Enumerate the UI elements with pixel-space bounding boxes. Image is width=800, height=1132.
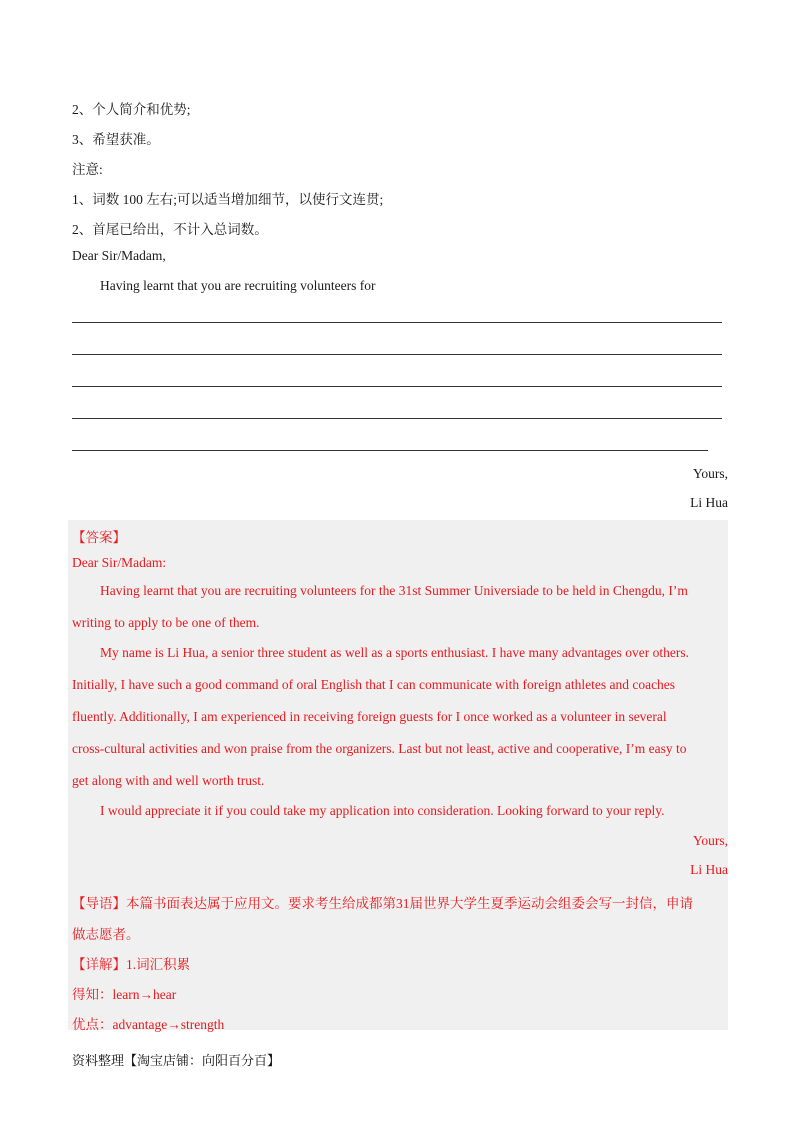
answer-heading: 【答案】 [72, 530, 126, 545]
answer-closing: Yours, [692, 833, 728, 848]
writing-line [72, 354, 722, 355]
prompt-line: 1、词数 100 左右;可以适当增加细节，以使行文连贯; [72, 192, 384, 207]
prompt-line: 2、个人简介和优势; [72, 102, 191, 117]
vocab-item: 优点：advantage→strength [72, 1017, 225, 1032]
prompt-line: 3、希望获准。 [72, 132, 160, 147]
detail-heading: 【详解】1.词汇积累 [72, 957, 191, 972]
prompt-line: 注意: [72, 162, 103, 177]
writing-line [72, 450, 708, 451]
template-salutation: Dear Sir/Madam, [72, 248, 166, 263]
template-opening: Having learnt that you are recruiting volunteers for [100, 278, 376, 293]
prompt-line: 2、首尾已给出，不计入总词数。 [72, 222, 268, 237]
answer-line: fluently. Additionally, I am experienced in receiving foreign guests for I once worked as a volunteer in several [72, 709, 667, 724]
writing-line [72, 322, 722, 323]
vocab-item: 得知：learn→hear [72, 987, 177, 1002]
answer-signature: Li Hua [690, 862, 728, 877]
page-footer: 资料整理【淘宝店铺：向阳百分百】 [72, 1053, 281, 1068]
writing-line [72, 418, 722, 419]
template-closing: Yours, [692, 466, 728, 481]
answer-line: Initially, I have such a good command of oral English that I can communicate with foreign athletes and coaches [72, 677, 676, 692]
answer-salutation: Dear Sir/Madam: [72, 555, 167, 570]
guide-line: 做志愿者。 [72, 927, 140, 942]
answer-line: I would appreciate it if you could take my application into consideration. Looking forward to your reply. [100, 803, 665, 818]
answer-line: Having learnt that you are recruiting volunteers for the 31st Summer Universiade to be held in Chengdu, I’m [100, 583, 688, 598]
guide-line: 【导语】本篇书面表达属于应用文。要求考生给成都第31届世界大学生夏季运动会组委会写一封信，申请 [72, 896, 693, 911]
writing-line [72, 386, 722, 387]
answer-line: get along with and well worth trust. [72, 773, 265, 788]
template-signature: Li Hua [690, 495, 728, 510]
answer-line: writing to apply to be one of them. [72, 615, 260, 630]
answer-line: cross-cultural activities and won praise from the organizers. Last but not least, active and cooperative, I’m easy to [72, 741, 687, 756]
answer-line: My name is Li Hua, a senior three student as well as a sports enthusiast. I have many advantages over others. [100, 645, 689, 660]
